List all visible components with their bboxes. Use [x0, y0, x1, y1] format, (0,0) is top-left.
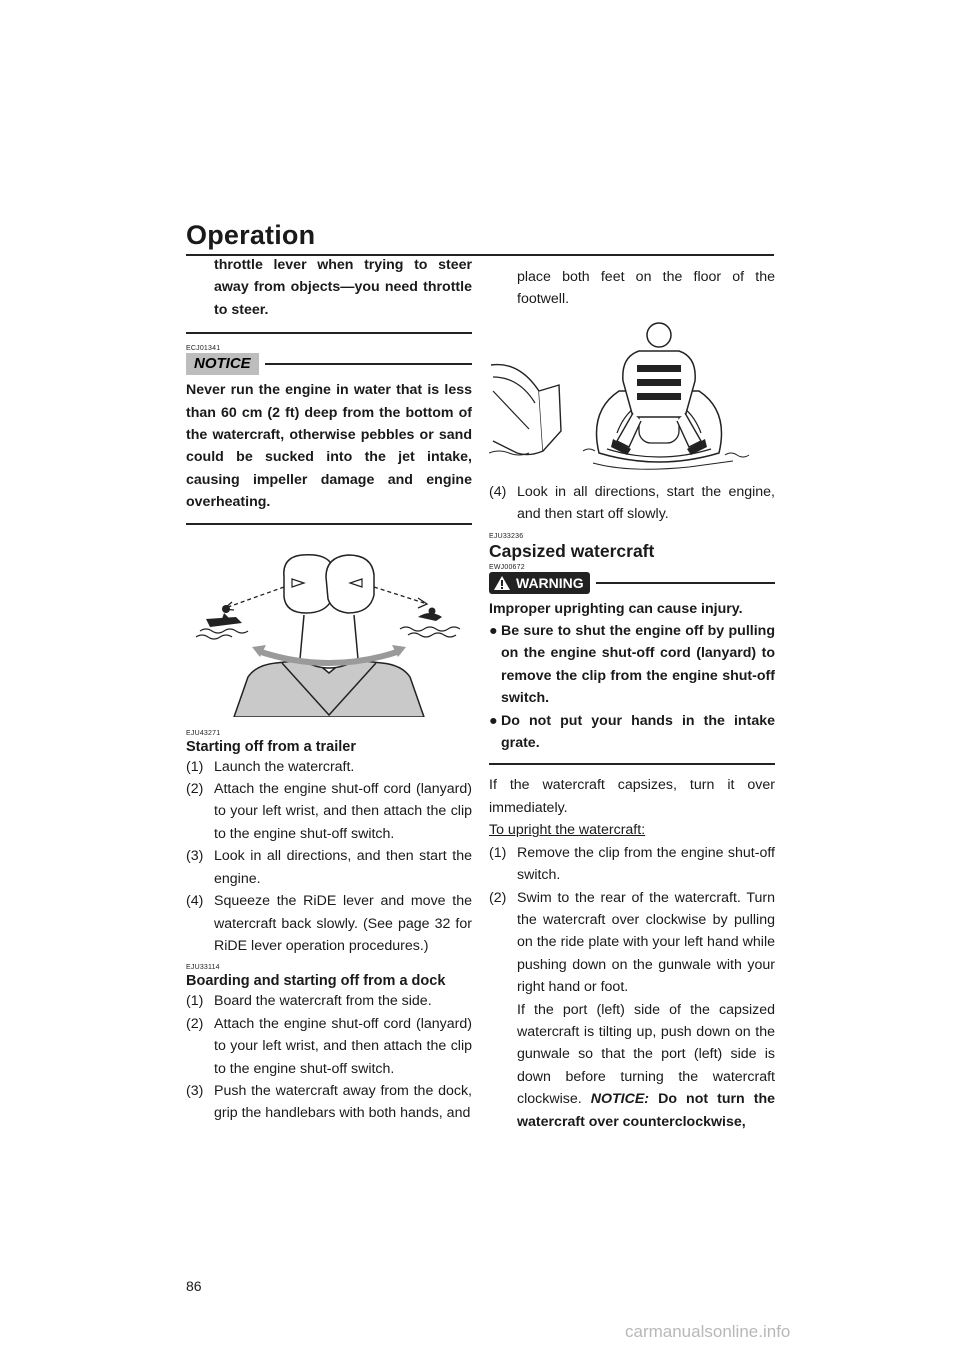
capsized-code: EJU33236 [489, 532, 524, 540]
step-text: Attach the engine shut-off cord (lanyard) to your left wrist, and then attach the clip to the engine shut-off switch. [214, 1015, 472, 1077]
continued-warning-text: throttle lever when trying to steer away from objects—you need throttle to steer. [214, 257, 472, 318]
notice-text: Never run the engine in water that is less than 60 cm (2 ft) deep from the bottom of the watercraft, otherwise pebbles or sand could be sucked into the jet intake, causing impeller damage and engine overheating. [186, 382, 472, 511]
notice-rule [265, 363, 472, 365]
step-text: Swim to the rear of the watercraft. Turn the watercraft over clockwise by pulling on the ride plate with your left hand while pushing down on the gunwale with your right hand or foot. [517, 889, 775, 996]
dock-step [489, 481, 775, 526]
capsized-intro: If the watercraft capsizes, turn it over immediately. [489, 777, 775, 816]
rider-illustration [489, 321, 775, 471]
warning-icon [493, 575, 511, 591]
notice-code: ECJ01341 [186, 345, 221, 353]
step-number: (2) [186, 1015, 204, 1032]
trailer-step [186, 778, 472, 845]
warning-rule [596, 582, 775, 584]
warning-bullet [489, 620, 775, 710]
dock-step [186, 1080, 472, 1125]
step2-paragraph [489, 999, 775, 1133]
bullet-dot: ● [489, 623, 498, 640]
bullet-text: Do not put your hands in the intake grate. [501, 712, 775, 752]
step-number: (3) [186, 848, 204, 865]
warning-label: WARNING [516, 574, 584, 591]
dock-step [186, 1013, 472, 1080]
right-column [489, 266, 775, 1133]
step-number: (2) [489, 889, 507, 906]
look-around-illustration [186, 547, 472, 717]
warning-bullet [489, 710, 775, 755]
capsized-heading: Capsized watercraft [489, 540, 655, 561]
step-text: Push the watercraft away from the dock, grip the handlebars with both hands, and [214, 1082, 472, 1122]
dock-code: EJU33114 [186, 964, 220, 972]
warning-end-rule [186, 332, 472, 334]
warning-intro: Improper uprighting can cause injury. [489, 600, 743, 617]
trailer-step [186, 890, 472, 957]
upright-label [489, 819, 775, 841]
step-text: Remove the clip from the engine shut-off switch. [517, 844, 775, 884]
page-title: Operation [186, 220, 316, 250]
step-text: Look in all directions, and then start the engine. [214, 848, 472, 887]
upright-label-text: To upright the watercraft: [489, 822, 646, 839]
notice-bar [186, 353, 472, 375]
bullet-text: Be sure to shut the engine off by pulling on the engine shut-off cord (lanyard) to remove the clip from the engine shut-off switch. [501, 623, 775, 707]
notice-end-rule [186, 523, 472, 525]
dock-continued-text: place both feet on the floor of the footwell. [517, 269, 775, 308]
step-text: Look in all directions, start the engine, and then start off slowly. [517, 483, 775, 523]
page-number: 86 [186, 1278, 202, 1294]
step-number: (3) [186, 1082, 204, 1099]
step-text: Squeeze the RiDE lever and move the watercraft back slowly. (See page 32 for RiDE lever operation procedures.) [214, 893, 472, 954]
inline-notice-label: NOTICE: [590, 1091, 650, 1108]
step-number: (4) [186, 893, 204, 910]
warning-end-rule [489, 763, 775, 765]
step-number: (1) [489, 844, 507, 861]
step-number: (4) [489, 483, 507, 500]
warning-bar [489, 572, 775, 594]
warning-badge [489, 572, 590, 594]
trailer-step [186, 756, 472, 778]
dock-heading: Boarding and starting off from a dock [186, 973, 446, 990]
step2-paragraph-text: If the port (left) side of the capsized watercraft is tilting up, push down on the gunwale so that the port (left) side is down before turning the watercraft clockwise. [517, 1001, 775, 1108]
step-text: Board the watercraft from the side. [214, 993, 432, 1010]
upright-step [489, 842, 775, 887]
left-column [186, 254, 472, 1125]
step-number: (2) [186, 781, 204, 798]
step-text: Launch the watercraft. [214, 758, 355, 775]
upright-step [489, 887, 775, 999]
step-number: (1) [186, 758, 204, 775]
inline-notice-text: Do not turn the watercraft over counterclockwise, [517, 1091, 776, 1130]
trailer-heading: Starting off from a trailer [186, 738, 356, 755]
notice-badge: NOTICE [186, 353, 259, 375]
trailer-step [186, 845, 472, 890]
step-number: (1) [186, 993, 204, 1010]
step-text: Attach the engine shut-off cord (lanyard) to your left wrist, and then attach the clip to the engine shut-off switch. [214, 781, 472, 842]
bullet-dot: ● [489, 712, 498, 729]
trailer-code: EJU43271 [186, 729, 221, 737]
warning-code: EWJ00672 [489, 563, 525, 571]
dock-step [186, 990, 472, 1012]
watermark: carmanualsonline.info [625, 1322, 791, 1341]
